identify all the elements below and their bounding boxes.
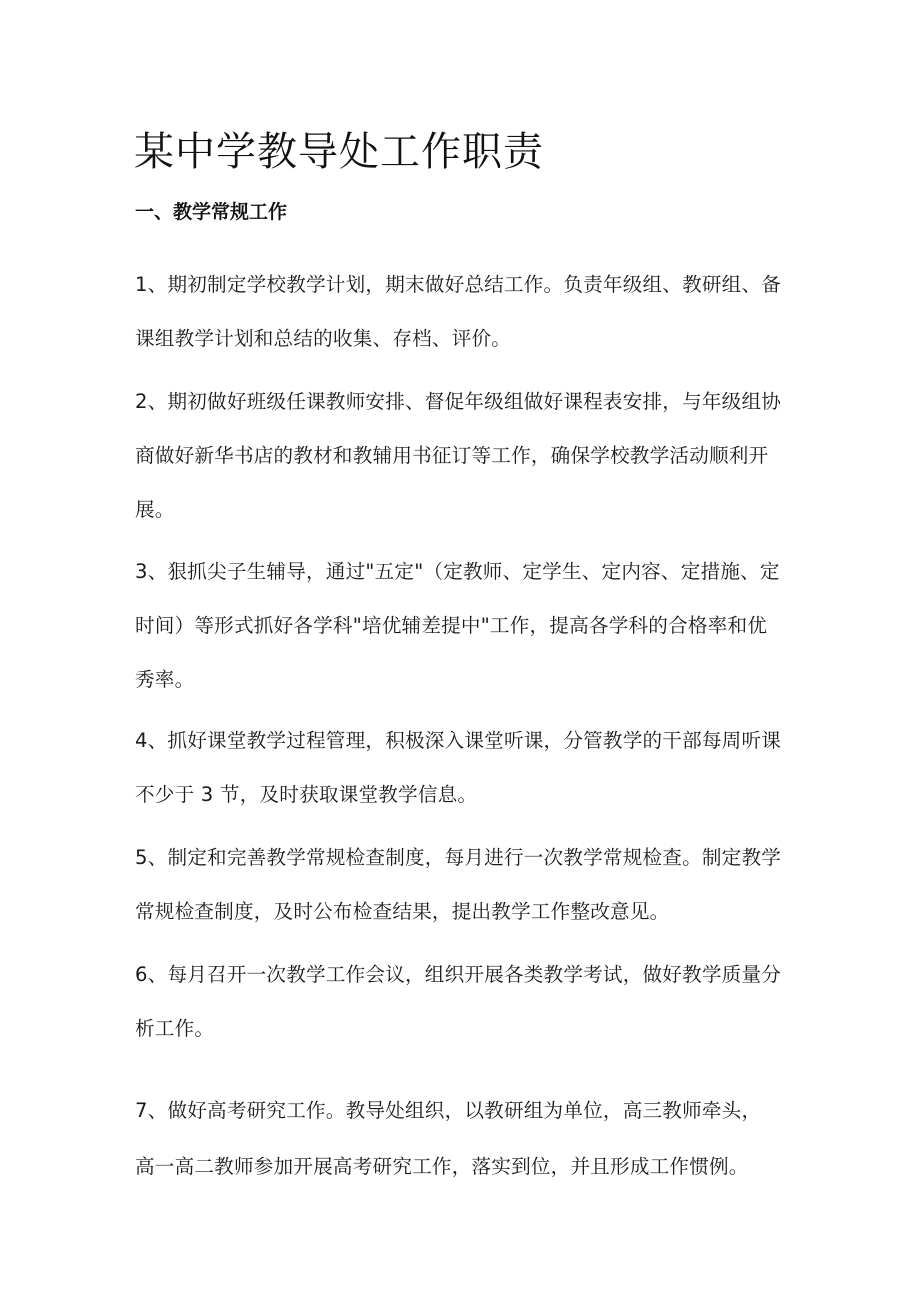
paragraph-line: 4、抓好课堂教学过程管理，积极深入课堂听课，分管教学的干部每周听课 <box>135 729 782 752</box>
paragraph-line: 秀率。 <box>135 668 195 691</box>
paragraph-2 <box>135 375 795 537</box>
paragraph-1 <box>135 258 795 366</box>
paragraph-5 <box>135 831 795 939</box>
document-title: 某中学教导处工作职责 <box>134 129 544 175</box>
paragraph-6 <box>135 948 795 1056</box>
paragraph-line: 2、期初做好班级任课教师安排、督促年级组做好课程表安排，与年级组协 <box>135 390 782 413</box>
paragraph-line: 时间）等形式抓好各学科"培优辅差提中"工作，提高各学科的合格率和优 <box>135 614 768 637</box>
section-heading: 一、教学常规工作 <box>135 201 288 223</box>
paragraph-line: 3、狠抓尖子生辅导，通过"五定"（定教师、定学生、定内容、定措施、定 <box>135 560 780 583</box>
paragraph-7 <box>135 1083 795 1195</box>
paragraph-4 <box>135 714 795 822</box>
paragraph-line: 展。 <box>135 498 175 521</box>
paragraph-line: 常规检查制度，及时公布检查结果，提出教学工作整改意见。 <box>135 900 670 923</box>
paragraph-line: 6、每月召开一次教学工作会议，组织开展各类教学考试，做好教学质量分 <box>135 963 782 986</box>
paragraph-line: 不少于 3 节，及时获取课堂教学信息。 <box>135 783 478 806</box>
paragraph-line: 5、制定和完善教学常规检查制度，每月进行一次教学常规检查。制定教学 <box>135 846 782 869</box>
paragraph-line: 1、期初制定学校教学计划，期末做好总结工作。负责年级组、教研组、备 <box>135 273 782 296</box>
paragraph-line: 课组教学计划和总结的收集、存档、评价。 <box>135 327 512 350</box>
paragraph-line: 7、做好高考研究工作。教导处组织，以教研组为单位，高三教师牵头， <box>135 1099 762 1122</box>
paragraph-line: 析工作。 <box>135 1017 215 1040</box>
paragraph-line: 商做好新华书店的教材和教辅用书征订等工作，确保学校教学活动顺利开 <box>135 444 769 467</box>
paragraph-3 <box>135 545 795 707</box>
paragraph-line: 高一高二教师参加开展高考研究工作，落实到位，并且形成工作惯例。 <box>135 1155 749 1178</box>
